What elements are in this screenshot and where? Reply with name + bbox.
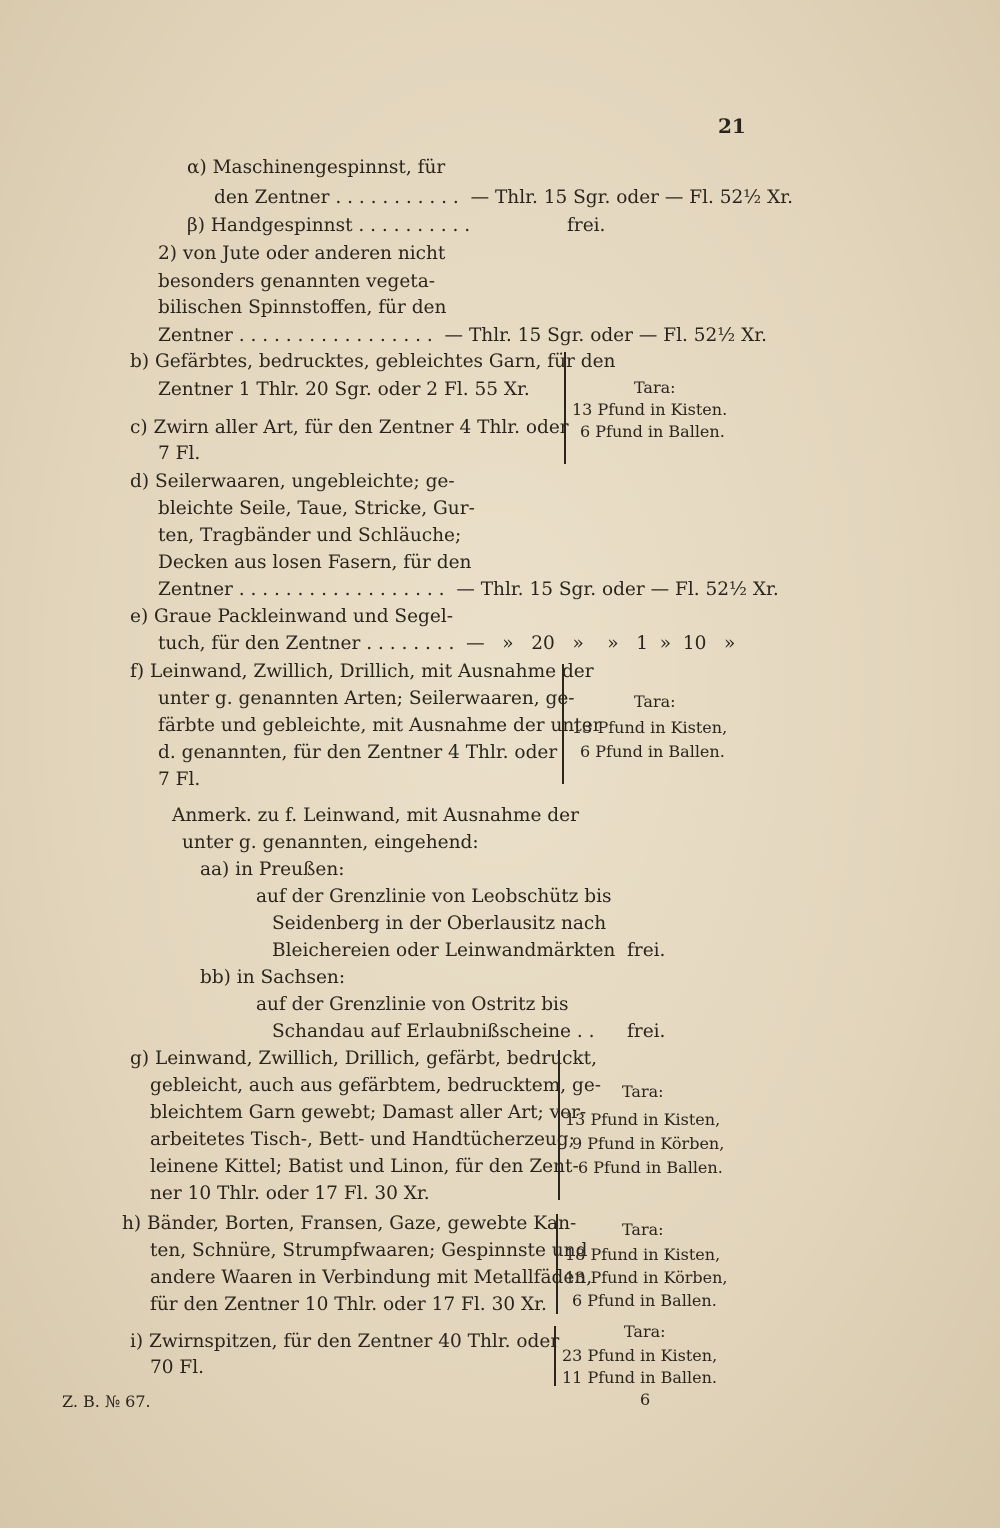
note-aa-line-3: Bleichereien oder Leinwandmärkten	[272, 940, 616, 961]
note-aa-heading: aa) in Preußen:	[200, 859, 345, 880]
note-bb-line-1: auf der Grenzlinie von Ostritz bis	[256, 994, 569, 1015]
tara-g-line-3: 6 Pfund in Ballen.	[578, 1158, 723, 1177]
entry-f-line-3: färbte und gebleichte, mit Ausnahme der unter	[158, 715, 602, 736]
tara-i-line-1: 23 Pfund in Kisten,	[562, 1346, 718, 1365]
entry-h-line-3: andere Waaren in Verbindung mit Metallfäden,	[150, 1267, 593, 1288]
entry-c-line-2: 7 Fl.	[158, 443, 201, 464]
note-bb-value: frei.	[627, 1021, 666, 1042]
entry-g-line-6: ner 10 Thlr. oder 17 Fl. 30 Xr.	[150, 1183, 430, 1204]
brace-i	[554, 1326, 562, 1386]
entry-f-line-2: unter g. genannten Arten; Seilerwaaren, ge-	[158, 688, 575, 709]
tara-g-title: Tara:	[622, 1082, 664, 1101]
entry-d-line-5: Zentner . . . . . . . . . . . . . . . . . . — Thlr. 15 Sgr. oder — Fl. 52½ Xr.	[158, 579, 779, 600]
entry-c-line-1: c) Zwirn aller Art, für den Zentner 4 Thlr. oder	[130, 417, 569, 438]
note-line-1: Anmerk. zu f. Leinwand, mit Ausnahme der	[172, 805, 579, 826]
entry-b-line-1: b) Gefärbtes, bedrucktes, gebleichtes Garn, für den	[130, 351, 616, 372]
entry-f-line-1: f) Leinwand, Zwillich, Drillich, mit Ausnahme der	[130, 661, 594, 682]
entry-d-line-3: ten, Tragbänder und Schläuche;	[158, 525, 462, 546]
tara-h-title: Tara:	[622, 1220, 664, 1239]
entry-d-line-1: d) Seilerwaaren, ungebleichte; ge-	[130, 471, 455, 492]
entry-a-beta: β) Handgespinnst . . . . . . . . . .	[187, 215, 471, 236]
page-number: 21	[718, 114, 746, 138]
note-bb-heading: bb) in Sachsen:	[200, 967, 346, 988]
entry-g-line-4: arbeitetes Tisch-, Bett- und Handtücherzeug;	[150, 1129, 575, 1150]
entry-2-line-3: bilischen Spinnstoffen, für den	[158, 297, 447, 318]
entry-f-line-5: 7 Fl.	[158, 769, 201, 790]
entry-d-line-4: Decken aus losen Fasern, für den	[158, 552, 472, 573]
tara-bc-line-2: 6 Pfund in Ballen.	[580, 422, 725, 441]
brace-h	[556, 1214, 564, 1314]
entry-2-line-4: Zentner . . . . . . . . . . . . . . . . . — Thlr. 15 Sgr. oder — Fl. 52½ Xr.	[158, 325, 767, 346]
tara-h-line-2: 13 Pfund in Körben,	[565, 1268, 728, 1287]
brace-f	[562, 664, 570, 784]
note-aa-value: frei.	[627, 940, 666, 961]
entry-h-line-2: ten, Schnüre, Strumpfwaaren; Gespinnste und	[150, 1240, 588, 1261]
entry-e-line-1: e) Graue Packleinwand und Segel-	[130, 606, 453, 627]
entry-g-line-5: leinene Kittel; Batist und Linon, für den Zent-	[150, 1156, 579, 1177]
entry-h-line-4: für den Zentner 10 Thlr. oder 17 Fl. 30 Xr.	[150, 1294, 547, 1315]
tara-i-title: Tara:	[624, 1322, 666, 1341]
tara-f-title: Tara:	[634, 692, 676, 711]
entry-a-beta-value: frei.	[567, 215, 606, 236]
brace-bc	[564, 352, 572, 464]
tara-i-line-2: 11 Pfund in Ballen.	[562, 1368, 717, 1387]
entry-i-line-2: 70 Fl.	[150, 1357, 205, 1378]
note-aa-line-2: Seidenberg in der Oberlausitz nach	[272, 913, 607, 934]
entry-2-line-2: besonders genannten vegeta-	[158, 271, 435, 292]
tara-g-line-1: 13 Pfund in Kisten,	[565, 1110, 721, 1129]
note-aa-line-1: auf der Grenzlinie von Leobschütz bis	[256, 886, 612, 907]
entry-g-line-2: gebleicht, auch aus gefärbtem, bedrucktem, ge-	[150, 1075, 602, 1096]
tara-f-line-1: 13 Pfund in Kisten,	[572, 718, 728, 737]
entry-g-line-3: bleichtem Garn gewebt; Damast aller Art; ver-	[150, 1102, 587, 1123]
tara-f-line-2: 6 Pfund in Ballen.	[580, 742, 725, 761]
entry-b-line-2: Zentner 1 Thlr. 20 Sgr. oder 2 Fl. 55 Xr.	[158, 379, 530, 400]
entry-g-line-1: g) Leinwand, Zwillich, Drillich, gefärbt, bedruckt,	[130, 1048, 597, 1069]
entry-a-alpha-line-1: α) Maschinengespinnst, für	[187, 157, 446, 178]
tara-g-line-2: 9 Pfund in Körben,	[572, 1134, 725, 1153]
entry-f-line-4: d. genannten, für den Zentner 4 Thlr. oder	[158, 742, 558, 763]
tara-h-line-3: 6 Pfund in Ballen.	[572, 1291, 717, 1310]
tara-bc-title: Tara:	[634, 378, 676, 397]
note-line-2: unter g. genannten, eingehend:	[182, 832, 479, 853]
entry-d-line-2: bleichte Seile, Taue, Stricke, Gur-	[158, 498, 475, 519]
tara-h-line-1: 18 Pfund in Kisten,	[565, 1245, 721, 1264]
entry-a-alpha-line-2: den Zentner . . . . . . . . . . . — Thlr. 15 Sgr. oder — Fl. 52½ Xr.	[214, 187, 793, 208]
entry-2-line-1: 2) von Jute oder anderen nicht	[158, 243, 446, 264]
entry-i-line-1: i) Zwirnspitzen, für den Zentner 40 Thlr. oder	[130, 1331, 560, 1352]
tara-bc-line-1: 13 Pfund in Kisten.	[572, 400, 728, 419]
footer-right: 6	[640, 1390, 651, 1409]
note-bb-line-2: Schandau auf Erlaubnißscheine . .	[272, 1021, 595, 1042]
footer-left: Z. B. № 67.	[62, 1392, 151, 1411]
entry-e-line-2: tuch, für den Zentner . . . . . . . . — » 20 » » 1 » 10 »	[158, 633, 736, 654]
entry-h-line-1: h) Bänder, Borten, Fransen, Gaze, gewebte Kan-	[122, 1213, 577, 1234]
